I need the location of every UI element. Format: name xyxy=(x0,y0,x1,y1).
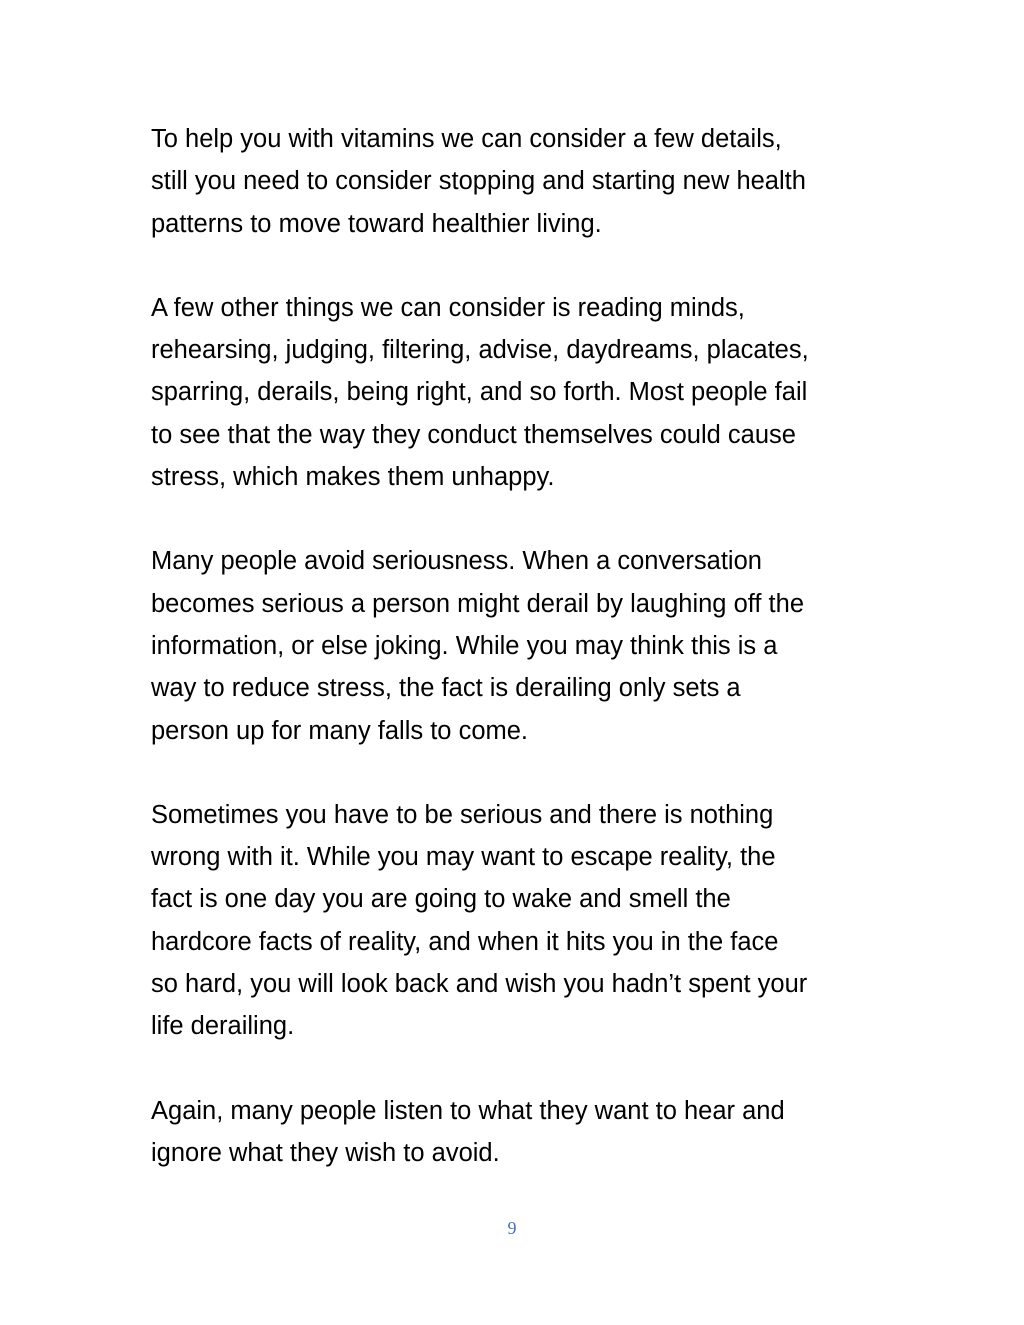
paragraph-5 xyxy=(151,1090,881,1175)
paragraph-2 xyxy=(151,287,881,498)
body-text xyxy=(151,118,881,1216)
paragraph-line: way to reduce stress, the fact is derailing only sets a xyxy=(151,674,741,703)
paragraph-line: fact is one day you are going to wake and smell the xyxy=(151,885,731,914)
paragraph-line: stress, which makes them unhappy. xyxy=(151,463,555,492)
paragraph-line: to see that the way they conduct themselves could cause xyxy=(151,420,796,449)
paragraph-line: sparring, derails, being right, and so forth. Most people fail xyxy=(151,378,808,407)
paragraph-line: To help you with vitamins we can consider a few details, xyxy=(151,125,782,153)
paragraph-4 xyxy=(151,794,881,1048)
page-number: 9 xyxy=(507,1218,517,1238)
paragraph-line: still you need to consider stopping and starting new health xyxy=(151,167,806,196)
paragraph-line: so hard, you will look back and wish you hadn’t spent your xyxy=(151,970,808,999)
paragraph-line: Many people avoid seriousness. When a conversation xyxy=(151,547,762,576)
paragraph-line: A few other things we can consider is reading minds, xyxy=(151,293,745,322)
paragraph-line: life derailing. xyxy=(151,1012,295,1041)
paragraph-line: ignore what they wish to avoid. xyxy=(151,1138,500,1167)
paragraph-line: wrong with it. While you may want to escape reality, the xyxy=(151,843,776,872)
paragraph-line: rehearsing, judging, filtering, advise, daydreams, placates, xyxy=(151,336,809,365)
paragraph-line: information, or else joking. While you may think this is a xyxy=(151,631,778,660)
paragraph-1 xyxy=(151,118,881,245)
paragraph-3 xyxy=(151,540,881,751)
paragraph-line: Sometimes you have to be serious and there is nothing xyxy=(151,800,774,829)
paragraph-line: hardcore facts of reality, and when it hits you in the face xyxy=(151,927,779,956)
paragraph-line: becomes serious a person might derail by laughing off the xyxy=(151,589,805,618)
paragraph-line: patterns to move toward healthier living. xyxy=(151,209,602,238)
paragraph-line: person up for many falls to come. xyxy=(151,716,529,745)
paragraph-line: Again, many people listen to what they want to hear and xyxy=(151,1096,785,1125)
